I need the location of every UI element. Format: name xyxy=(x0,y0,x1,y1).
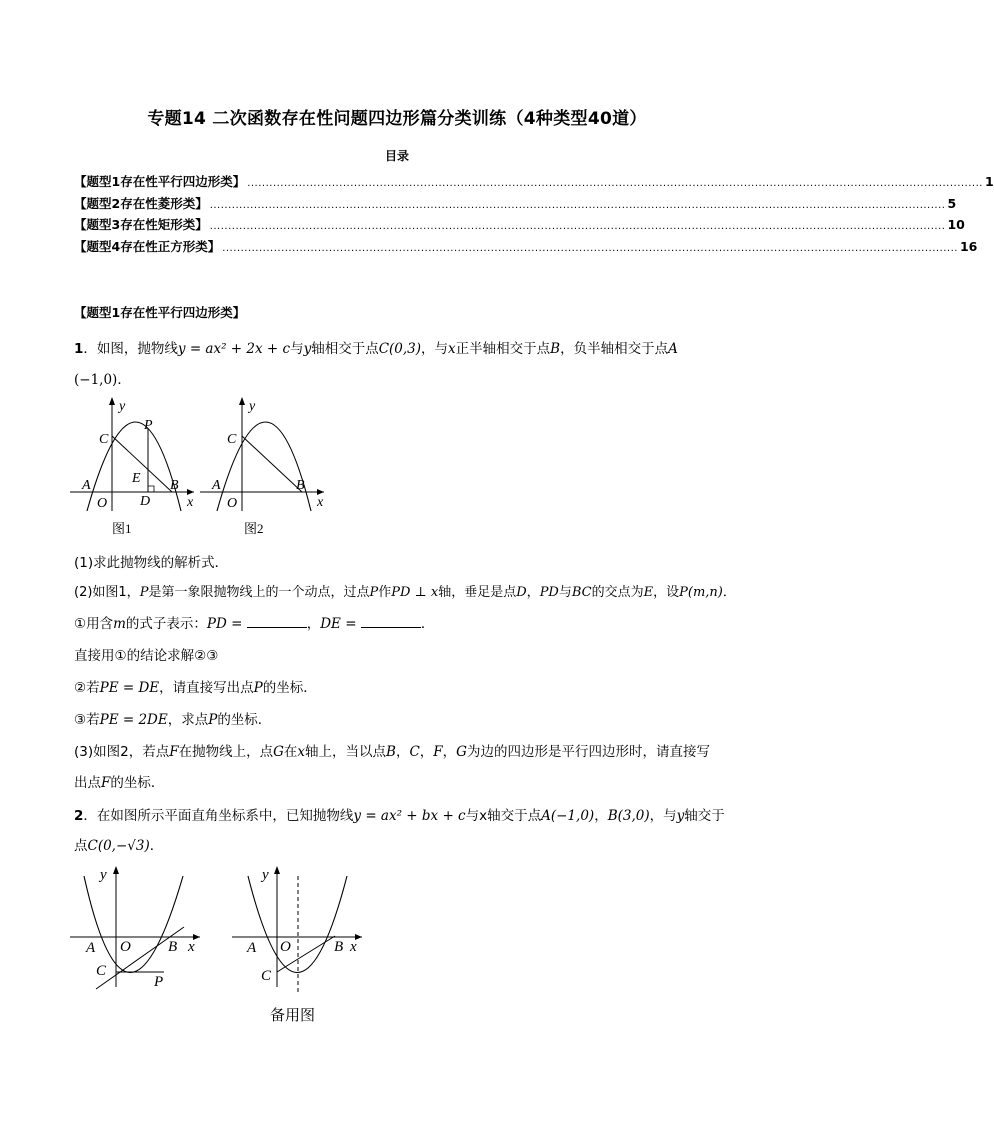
q1-math: BC xyxy=(571,585,592,600)
toc-item[interactable] xyxy=(74,215,965,237)
q1-text: 是第一象限抛物线上的一个动点，过点 xyxy=(148,585,370,600)
label-c: C xyxy=(261,968,272,984)
q1-text: 作 xyxy=(378,585,392,600)
toc-item[interactable] xyxy=(74,172,994,194)
q1-line-1 xyxy=(74,337,678,357)
q1-text: 轴，垂足是点 xyxy=(438,585,517,600)
q1-text: ，负半轴相交于点 xyxy=(560,341,669,357)
q2-line-2 xyxy=(74,834,163,854)
q2-text: 点 xyxy=(74,838,88,854)
label-x: x xyxy=(187,495,194,510)
q1-subpart-3 xyxy=(74,708,271,728)
q1-math: E xyxy=(643,585,654,600)
q1-text: ， xyxy=(395,744,410,760)
section-title: 【题型1存在性平行四边形类】 xyxy=(74,305,246,320)
q1-math: DE = xyxy=(320,616,357,632)
q1-text: 与 xyxy=(290,341,304,357)
q1-math: m xyxy=(113,616,126,632)
q1-text: 轴上，当以点 xyxy=(305,744,387,760)
q2-figure-1 xyxy=(70,862,210,994)
q1-math: PE = DE xyxy=(99,680,160,696)
q1-text: 的坐标． xyxy=(110,775,165,791)
segment-bc xyxy=(112,436,172,492)
q1-math: B xyxy=(386,744,396,760)
label-c: C xyxy=(227,432,237,447)
label-d: D xyxy=(140,494,151,509)
q1-text: 正半轴相交于点 xyxy=(455,341,551,357)
q1-part-1 xyxy=(74,551,228,571)
segment-bc xyxy=(242,436,302,492)
q2-text: ，与 xyxy=(649,808,677,824)
q1-text: ． xyxy=(722,585,736,600)
q2-number: 2 xyxy=(74,808,84,824)
toc-item-page: 5 xyxy=(947,195,957,211)
q1-line-2 xyxy=(74,368,131,388)
parabola xyxy=(84,876,183,973)
q1-math: A xyxy=(668,341,678,357)
label-a: A xyxy=(82,478,91,493)
q1-math: P(m,n) xyxy=(679,585,723,600)
q1-math: PE = 2DE xyxy=(99,712,168,728)
label-y: y xyxy=(262,867,269,883)
line-cb xyxy=(96,927,184,989)
q1-text: ，与 xyxy=(421,341,449,357)
q1-math: G xyxy=(456,744,467,760)
toc-leader-dots: ........................................................................................................................................................................................................ xyxy=(209,221,946,232)
toc-leader-dots: ........................................................................................................................................................................................................ xyxy=(247,178,983,189)
q1-subpart-1 xyxy=(74,612,434,632)
toc-leader-dots: ........................................................................................................................................................................................................ xyxy=(222,242,958,254)
y-axis-arrow xyxy=(109,397,115,405)
q1-math: P xyxy=(208,712,218,728)
figure-caption: 备用图 xyxy=(270,1008,316,1024)
q1-part-3-cont xyxy=(74,771,164,791)
table-of-contents xyxy=(74,172,994,258)
q2-figure-2 xyxy=(232,862,372,1024)
q1-text: ③若 xyxy=(74,712,100,728)
q1-math: x xyxy=(297,744,306,760)
q1-math: (−1,0) xyxy=(74,372,118,388)
q1-text: 的交点为 xyxy=(591,585,644,600)
q1-text: (3)如图2，若点 xyxy=(74,744,170,760)
q1-math: y xyxy=(303,341,312,357)
q1-text: ． xyxy=(420,616,435,632)
y-axis-arrow xyxy=(274,866,280,874)
q1-text: 轴相交于点 xyxy=(311,341,379,357)
q2-text: 与x轴交于点 xyxy=(465,808,542,824)
q1-figure-1 xyxy=(70,393,200,541)
toc-item-label: 【题型1存在性平行四边形类】 xyxy=(74,174,246,189)
label-x: x xyxy=(350,939,357,955)
q1-text: 在 xyxy=(283,744,298,760)
q1-number: 1 xyxy=(74,341,84,357)
label-a: A xyxy=(86,940,96,956)
toc-item[interactable] xyxy=(74,237,978,259)
q1-equation: y = ax² + 2x + c xyxy=(177,341,291,357)
q2-text: ， xyxy=(594,808,608,824)
q1-subpart-2 xyxy=(74,676,317,696)
q1-part-2 xyxy=(74,581,736,600)
label-y: y xyxy=(249,399,256,414)
q1-part-3 xyxy=(74,740,710,760)
q1-text: ， xyxy=(526,585,540,600)
answer-blank[interactable] xyxy=(361,615,421,628)
toc-item-page: 16 xyxy=(959,238,978,254)
q2-math: B(3,0) xyxy=(607,808,650,824)
q1-math: x xyxy=(448,341,456,357)
q1-text: ， xyxy=(419,744,434,760)
toc-heading: 目录 xyxy=(384,149,409,163)
label-x: x xyxy=(188,939,195,955)
toc-item-label: 【题型2存在性菱形类】 xyxy=(74,195,208,211)
q1-text: ，请直接写出点 xyxy=(159,680,254,696)
q1-text: ，设 xyxy=(653,585,680,600)
q1-text: ， xyxy=(306,616,321,632)
q1-text: ②若 xyxy=(74,680,100,696)
label-e: E xyxy=(132,471,141,486)
q1-math: PD xyxy=(539,585,559,600)
label-x: x xyxy=(317,495,324,510)
label-a: A xyxy=(212,478,221,493)
q1-math: F xyxy=(433,744,443,760)
q1-instruction xyxy=(74,644,218,664)
q1-math: C(0,3) xyxy=(378,341,422,357)
q2-math: A(−1,0) xyxy=(541,808,595,824)
q2-line-1 xyxy=(74,804,725,824)
q2-text: 轴交于 xyxy=(684,808,725,824)
q1-text: (1)求此抛物线的解析式． xyxy=(74,555,229,571)
label-b: B xyxy=(170,478,179,493)
label-p: P xyxy=(154,974,164,990)
q1-math: B xyxy=(550,341,561,357)
q1-text: ①用含 xyxy=(74,616,114,632)
label-o: O xyxy=(120,939,131,955)
q1-math: PD = xyxy=(206,616,243,632)
label-c: C xyxy=(99,432,109,447)
label-o: O xyxy=(227,496,238,511)
label-b: B xyxy=(334,939,344,955)
q1-text: 为边的四边形是平行四边形时，请直接写 xyxy=(466,744,710,760)
q1-text: ，求点 xyxy=(167,712,209,728)
document-title: 专题14 二次函数存在性问题四边形篇分类训练（4种类型40道） xyxy=(147,109,647,129)
label-b: B xyxy=(296,478,305,493)
label-c: C xyxy=(96,963,107,979)
q1-text: (2)如图1， xyxy=(74,585,140,600)
q1-math: P xyxy=(369,585,379,600)
q1-math: PD ⊥ x xyxy=(391,585,439,600)
q1-text: ， xyxy=(442,744,457,760)
label-a: A xyxy=(247,940,257,956)
q1-math: P xyxy=(253,680,263,696)
q2-math: C(0,−√3) xyxy=(87,838,150,854)
q2-equation: y = ax² + bx + c xyxy=(353,808,466,824)
answer-blank[interactable] xyxy=(247,615,307,628)
q1-math: C xyxy=(409,744,420,760)
figure-caption: 图2 xyxy=(244,521,264,536)
q1-text: 的式子表示： xyxy=(125,616,207,632)
q1-text: ． xyxy=(117,372,131,388)
q1-text: 出点 xyxy=(74,775,101,791)
q1-math: D xyxy=(516,585,527,600)
q1-figure-2 xyxy=(200,393,330,541)
toc-item-page: 10 xyxy=(947,217,965,232)
toc-leader-dots: ........................................................................................................................................................................................................ xyxy=(209,199,946,211)
q1-text: 的坐标． xyxy=(217,712,272,728)
label-o: O xyxy=(280,939,291,955)
toc-item[interactable] xyxy=(74,194,957,216)
q1-math: P xyxy=(139,585,149,600)
q2-text: ． xyxy=(149,838,164,854)
q2-text: ．在如图所示平面直角坐标系中，已知抛物线 xyxy=(83,808,354,824)
toc-item-label: 【题型3存在性矩形类】 xyxy=(74,217,208,232)
q1-text: 与 xyxy=(558,585,572,600)
q1-text: 直接用①的结论求解②③ xyxy=(74,648,219,664)
y-axis-arrow xyxy=(113,866,119,874)
q1-text: ．如图，抛物线 xyxy=(83,341,178,357)
q1-math: G xyxy=(273,744,284,760)
label-y: y xyxy=(119,399,126,414)
q2-math: y xyxy=(676,808,685,824)
right-angle-mark xyxy=(148,486,154,492)
toc-item-page: 1 xyxy=(984,174,994,189)
q1-text: 在抛物线上，点 xyxy=(178,744,274,760)
label-o: O xyxy=(97,496,108,511)
figure-caption: 图1 xyxy=(112,521,132,536)
toc-item-label: 【题型4存在性正方形类】 xyxy=(74,238,221,254)
label-y: y xyxy=(100,867,107,883)
label-b: B xyxy=(168,939,178,955)
q1-math: F xyxy=(169,744,179,760)
q1-math: F xyxy=(101,775,111,791)
q1-text: 的坐标． xyxy=(262,680,317,696)
y-axis-arrow xyxy=(239,397,245,405)
label-p: P xyxy=(144,418,153,433)
